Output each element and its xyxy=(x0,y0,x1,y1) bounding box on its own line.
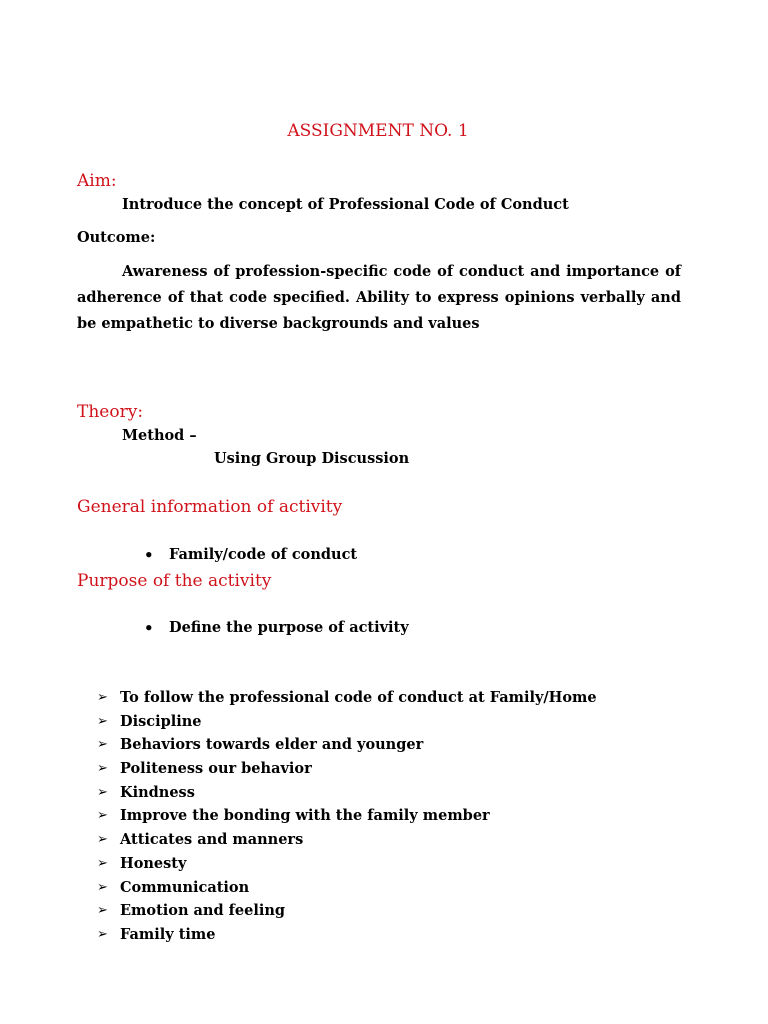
method-value: Using Group Discussion xyxy=(214,450,410,467)
aim-text: Introduce the concept of Professional Code of Conduct xyxy=(122,196,569,213)
list-item-text: Emotion and feeling xyxy=(120,902,286,920)
arrow-bullet-icon: ➢ xyxy=(97,713,108,729)
list-item xyxy=(97,686,597,710)
list-item xyxy=(97,757,597,781)
list-item xyxy=(97,781,597,805)
list-item-text: Discipline xyxy=(120,712,202,730)
aim-heading: Aim: xyxy=(77,171,117,191)
list-item-text: Honesty xyxy=(120,854,187,872)
list-item-text: Atticates and manners xyxy=(120,831,304,849)
arrow-bullet-icon: ➢ xyxy=(97,903,108,919)
outcome-label: Outcome: xyxy=(77,229,156,246)
outcome-paragraph: Awareness of profession-specific code of conduct and importance of adherence of that code specified. Ability to express opinions verbally and be empathetic to diverse backgrounds and values xyxy=(77,263,681,332)
list-item-text: Improve the bonding with the family member xyxy=(120,807,490,825)
list-item xyxy=(97,899,597,923)
bullet-dot-icon: • xyxy=(144,546,154,564)
list-item xyxy=(97,804,597,828)
purpose-bullet: Define the purpose of activity xyxy=(169,619,409,636)
list-item-text: Politeness our behavior xyxy=(120,760,312,778)
list-item-text: To follow the professional code of conduct at Family/Home xyxy=(120,689,597,706)
list-item-text: Kindness xyxy=(120,783,195,801)
list-item-text: Family time xyxy=(120,925,216,943)
purpose-heading: Purpose of the activity xyxy=(77,571,272,591)
arrow-bullet-icon: ➢ xyxy=(97,855,108,871)
arrow-bullet-icon: ➢ xyxy=(97,690,108,705)
theory-heading: Theory: xyxy=(77,402,144,422)
list-item xyxy=(97,923,597,947)
bullet-dot-icon: • xyxy=(144,619,154,637)
arrow-bullet-icon: ➢ xyxy=(97,761,108,777)
list-item xyxy=(97,828,597,852)
arrow-bullet-icon: ➢ xyxy=(97,737,108,753)
list-item xyxy=(97,852,597,876)
list-item xyxy=(97,733,597,757)
arrow-bullet-icon: ➢ xyxy=(97,784,108,800)
list-item xyxy=(97,710,597,734)
list-item xyxy=(97,876,597,900)
list-item-text: Communication xyxy=(120,878,250,896)
arrow-bullet-icon: ➢ xyxy=(97,832,108,848)
general-info-bullet: Family/code of conduct xyxy=(169,546,358,563)
purpose-arrow-list xyxy=(97,686,597,947)
list-item-text: Behaviors towards elder and younger xyxy=(120,736,424,754)
method-label: Method – xyxy=(122,427,197,444)
assignment-title: ASSIGNMENT NO. 1 xyxy=(287,121,469,141)
arrow-bullet-icon: ➢ xyxy=(97,808,108,824)
arrow-bullet-icon: ➢ xyxy=(97,926,108,942)
arrow-bullet-icon: ➢ xyxy=(97,879,108,895)
general-info-heading: General information of activity xyxy=(77,497,343,517)
